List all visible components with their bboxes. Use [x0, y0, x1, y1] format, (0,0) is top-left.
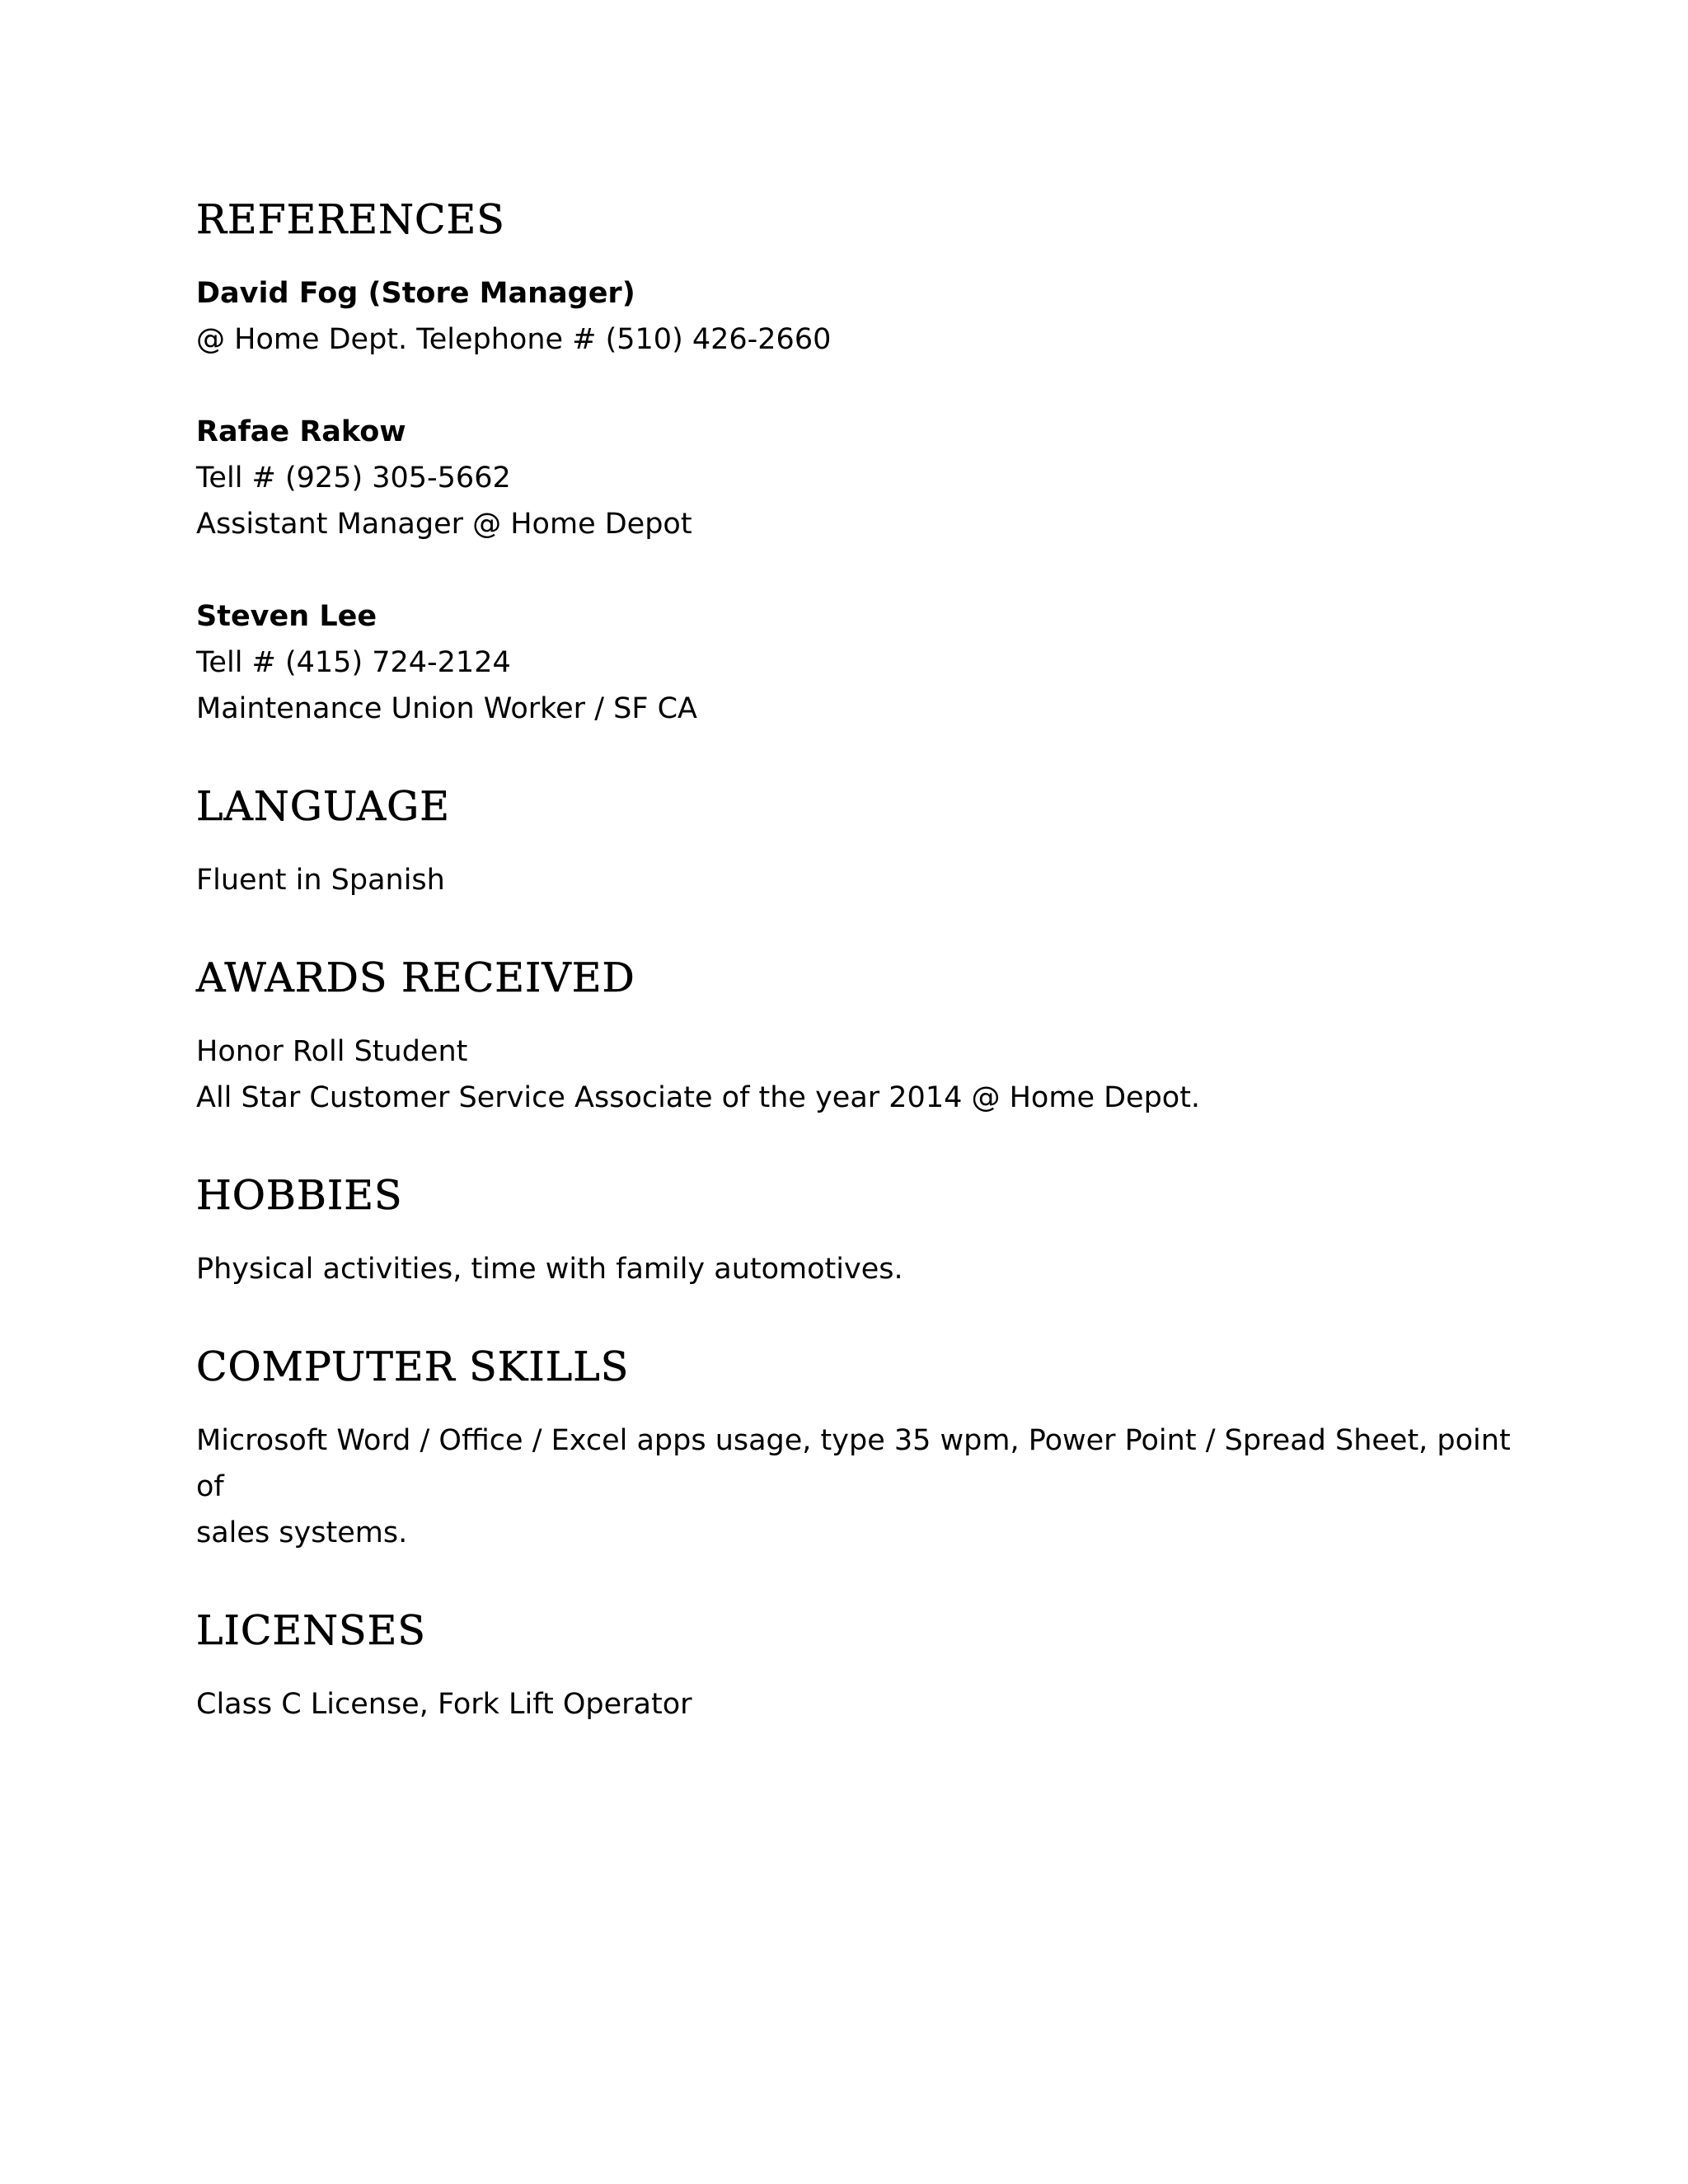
award-item: All Star Customer Service Associate of the year 2014 @ Home Depot.	[196, 1081, 1201, 1114]
awards-section	[196, 949, 1515, 1121]
language-text: Fluent in Spanish	[196, 864, 445, 897]
licenses-heading: LICENSES	[196, 1607, 426, 1654]
reference-name: Steven Lee	[196, 600, 377, 633]
reference-entry	[196, 593, 1515, 732]
reference-detail: Tell # (925) 305-5662	[196, 462, 511, 494]
hobbies-text: Physical activities, time with family automotives.	[196, 1253, 903, 1286]
awards-heading: AWARDS RECEIVED	[196, 954, 635, 1001]
reference-detail: Tell # (415) 724-2124	[196, 646, 511, 679]
reference-entry	[196, 270, 1515, 363]
award-item: Honor Roll Student	[196, 1035, 468, 1068]
computer-skills-text: sales systems.	[196, 1516, 408, 1549]
references-heading: REFERENCES	[196, 196, 505, 243]
reference-entry	[196, 409, 1515, 547]
resume-page	[196, 191, 1515, 1727]
reference-name: David Fog (Store Manager)	[196, 277, 635, 310]
reference-detail: Assistant Manager @ Home Depot	[196, 508, 692, 541]
computer-skills-heading: COMPUTER SKILLS	[196, 1343, 630, 1390]
references-section	[196, 191, 1515, 732]
computer-skills-section	[196, 1338, 1515, 1556]
language-section	[196, 778, 1515, 903]
reference-detail: @ Home Dept. Telephone # (510) 426-2660	[196, 323, 832, 356]
reference-name: Rafae Rakow	[196, 415, 406, 448]
licenses-section	[196, 1602, 1515, 1727]
hobbies-heading: HOBBIES	[196, 1172, 403, 1219]
licenses-text: Class C License, Fork Lift Operator	[196, 1688, 692, 1721]
computer-skills-text: Microsoft Word / Office / Excel apps usage, type 35 wpm, Power Point / Spread Sheet, point of	[196, 1424, 1511, 1503]
language-heading: LANGUAGE	[196, 783, 451, 830]
hobbies-section	[196, 1167, 1515, 1292]
reference-detail: Maintenance Union Worker / SF CA	[196, 692, 697, 725]
